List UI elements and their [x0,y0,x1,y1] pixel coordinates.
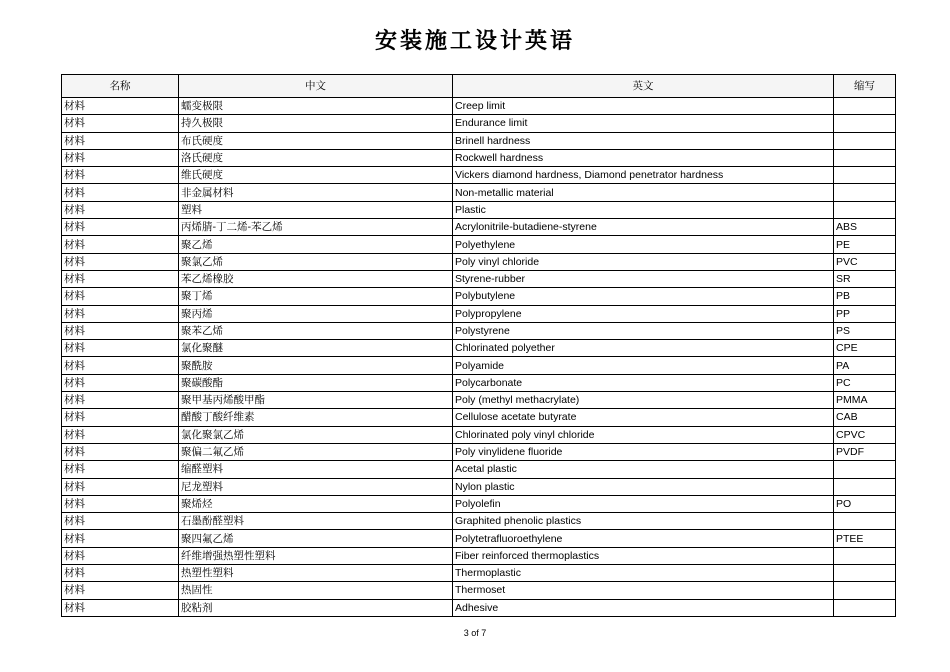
cell-english: Chlorinated polyether [453,340,834,357]
cell-english: Creep limit [453,98,834,115]
cell-abbr [834,115,896,132]
cell-chinese: 尼龙塑料 [179,478,453,495]
cell-chinese: 洛氏硬度 [179,149,453,166]
cell-abbr: PMMA [834,392,896,409]
cell-chinese: 聚丁烯 [179,288,453,305]
header-abbr: 缩写 [834,75,896,98]
cell-abbr: PS [834,322,896,339]
table-row [62,478,896,495]
cell-abbr [834,565,896,582]
cell-category: 材料 [62,513,179,530]
cell-chinese: 聚四氟乙烯 [179,530,453,547]
cell-abbr [834,167,896,184]
cell-category: 材料 [62,253,179,270]
cell-english: Endurance limit [453,115,834,132]
cell-abbr: PTEE [834,530,896,547]
cell-chinese: 塑料 [179,201,453,218]
cell-chinese: 聚甲基丙烯酸甲酯 [179,392,453,409]
table-row [62,426,896,443]
cell-english: Polyolefin [453,495,834,512]
cell-english: Polybutylene [453,288,834,305]
table-row [62,409,896,426]
cell-english: Thermoset [453,582,834,599]
cell-chinese: 蠕变极限 [179,98,453,115]
cell-english: Polyethylene [453,236,834,253]
cell-chinese: 石墨酚醛塑料 [179,513,453,530]
cell-chinese: 聚苯乙烯 [179,322,453,339]
cell-category: 材料 [62,219,179,236]
cell-abbr: CAB [834,409,896,426]
header-english: 英文 [453,75,834,98]
table-row [62,253,896,270]
cell-chinese: 丙烯腈-丁二烯-苯乙烯 [179,219,453,236]
glossary-table [61,74,896,617]
cell-chinese: 热塑性塑料 [179,565,453,582]
cell-chinese: 氯化聚醚 [179,340,453,357]
table-row [62,132,896,149]
cell-abbr: PVDF [834,443,896,460]
table-row [62,115,896,132]
cell-english: Non-metallic material [453,184,834,201]
cell-abbr: ABS [834,219,896,236]
cell-category: 材料 [62,461,179,478]
cell-english: Polycarbonate [453,374,834,391]
table-row [62,322,896,339]
cell-category: 材料 [62,374,179,391]
cell-category: 材料 [62,305,179,322]
table-row [62,374,896,391]
table-row [62,219,896,236]
table-row [62,513,896,530]
table-row [62,201,896,218]
cell-english: Adhesive [453,599,834,616]
table-row [62,305,896,322]
table-row [62,236,896,253]
table-row [62,599,896,616]
cell-english: Thermoplastic [453,565,834,582]
cell-category: 材料 [62,478,179,495]
cell-abbr: PVC [834,253,896,270]
cell-category: 材料 [62,340,179,357]
cell-abbr [834,599,896,616]
cell-abbr: PO [834,495,896,512]
cell-abbr [834,478,896,495]
header-chinese: 中文 [179,75,453,98]
table-row [62,340,896,357]
table-row [62,443,896,460]
table-row [62,565,896,582]
cell-category: 材料 [62,443,179,460]
cell-english: Acetal plastic [453,461,834,478]
cell-category: 材料 [62,132,179,149]
cell-english: Fiber reinforced thermoplastics [453,547,834,564]
table-row [62,495,896,512]
cell-chinese: 聚酰胺 [179,357,453,374]
cell-english: Polystyrene [453,322,834,339]
cell-chinese: 聚丙烯 [179,305,453,322]
cell-category: 材料 [62,236,179,253]
cell-abbr: PA [834,357,896,374]
cell-english: Plastic [453,201,834,218]
cell-category: 材料 [62,201,179,218]
cell-english: Poly (methyl methacrylate) [453,392,834,409]
table-row [62,184,896,201]
cell-chinese: 聚烯烃 [179,495,453,512]
cell-chinese: 胶粘剂 [179,599,453,616]
cell-category: 材料 [62,565,179,582]
cell-category: 材料 [62,270,179,287]
table-row [62,149,896,166]
cell-abbr [834,184,896,201]
cell-english: Styrene-rubber [453,270,834,287]
cell-english: Graphited phenolic plastics [453,513,834,530]
cell-chinese: 持久极限 [179,115,453,132]
cell-abbr: PC [834,374,896,391]
cell-category: 材料 [62,322,179,339]
cell-english: Polyamide [453,357,834,374]
table-row [62,392,896,409]
table-body [62,98,896,617]
cell-category: 材料 [62,288,179,305]
cell-category: 材料 [62,530,179,547]
cell-abbr: CPE [834,340,896,357]
cell-chinese: 热固性 [179,582,453,599]
cell-category: 材料 [62,495,179,512]
cell-category: 材料 [62,409,179,426]
cell-abbr [834,461,896,478]
cell-abbr: CPVC [834,426,896,443]
cell-abbr: PE [834,236,896,253]
cell-abbr [834,201,896,218]
cell-abbr [834,547,896,564]
cell-category: 材料 [62,426,179,443]
table-row [62,582,896,599]
cell-english: Vickers diamond hardness, Diamond penetrator hardness [453,167,834,184]
table-row [62,357,896,374]
table-row [62,461,896,478]
cell-chinese: 维氏硬度 [179,167,453,184]
cell-abbr: PP [834,305,896,322]
cell-english: Rockwell hardness [453,149,834,166]
cell-abbr: SR [834,270,896,287]
cell-category: 材料 [62,582,179,599]
cell-chinese: 氯化聚氯乙烯 [179,426,453,443]
cell-english: Chlorinated poly vinyl chloride [453,426,834,443]
cell-chinese: 聚碳酸酯 [179,374,453,391]
cell-english: Poly vinyl chloride [453,253,834,270]
cell-category: 材料 [62,115,179,132]
table-row [62,270,896,287]
cell-abbr [834,582,896,599]
cell-chinese: 聚乙烯 [179,236,453,253]
cell-category: 材料 [62,599,179,616]
cell-abbr [834,98,896,115]
page-number: 3 of 7 [463,628,487,638]
cell-category: 材料 [62,98,179,115]
table-row [62,547,896,564]
cell-category: 材料 [62,392,179,409]
cell-chinese: 纤维增强热塑性塑料 [179,547,453,564]
table-row [62,167,896,184]
document-title: 安装施工设计英语 [374,28,575,54]
cell-abbr: PB [834,288,896,305]
cell-chinese: 苯乙烯橡胶 [179,270,453,287]
cell-english: Polypropylene [453,305,834,322]
cell-chinese: 聚氯乙烯 [179,253,453,270]
cell-category: 材料 [62,357,179,374]
cell-category: 材料 [62,547,179,564]
header-category: 名称 [62,75,179,98]
cell-category: 材料 [62,184,179,201]
cell-category: 材料 [62,167,179,184]
cell-english: Polytetrafluoroethylene [453,530,834,547]
table-row [62,98,896,115]
cell-english: Cellulose acetate butyrate [453,409,834,426]
cell-english: Brinell hardness [453,132,834,149]
cell-category: 材料 [62,149,179,166]
cell-abbr [834,149,896,166]
cell-chinese: 布氏硬度 [179,132,453,149]
cell-chinese: 缩醛塑料 [179,461,453,478]
cell-english: Acrylonitrile-butadiene-styrene [453,219,834,236]
cell-chinese: 非金属材料 [179,184,453,201]
header-row [62,75,896,98]
table-row [62,288,896,305]
cell-chinese: 聚偏二氟乙烯 [179,443,453,460]
cell-english: Poly vinylidene fluoride [453,443,834,460]
cell-abbr [834,513,896,530]
table-row [62,530,896,547]
cell-chinese: 醋酸丁酸纤维素 [179,409,453,426]
cell-english: Nylon plastic [453,478,834,495]
cell-abbr [834,132,896,149]
